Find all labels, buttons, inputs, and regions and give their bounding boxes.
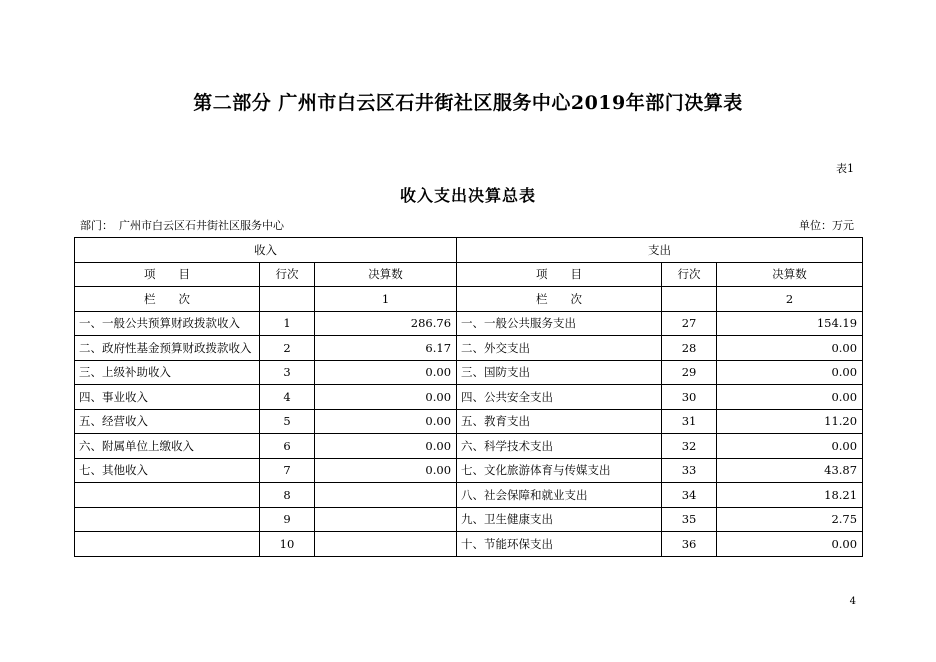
- table-row: [75, 483, 863, 508]
- income-item: [75, 507, 260, 532]
- income-amount: 6.17: [315, 336, 457, 361]
- page-title: 第二部分 广州市白云区石井街社区服务中心2019年部门决算表: [193, 92, 743, 114]
- table-row: [75, 336, 863, 361]
- income-amount: 0.00: [315, 434, 457, 459]
- expense-line: 36: [662, 532, 717, 557]
- expense-line: 28: [662, 336, 717, 361]
- income-amount-header: 决算数: [315, 262, 457, 287]
- expense-amount: 0.00: [717, 385, 863, 410]
- header-row-sections: [75, 238, 863, 263]
- expense-amount: 2.75: [717, 507, 863, 532]
- income-line: 1: [260, 311, 315, 336]
- table-row: [75, 532, 863, 557]
- table-row: [75, 507, 863, 532]
- expense-item: 二、外交支出: [457, 336, 662, 361]
- column-index-row: [75, 287, 863, 312]
- expense-amount: 11.20: [717, 409, 863, 434]
- income-amount: [315, 532, 457, 557]
- expense-amount: 0.00: [717, 336, 863, 361]
- page-number: 4: [849, 596, 856, 607]
- income-column-line: [260, 287, 315, 312]
- expense-column-line: [662, 287, 717, 312]
- table-row: [75, 385, 863, 410]
- table-row: [75, 360, 863, 385]
- expense-header: 支出: [457, 238, 863, 263]
- income-header: 收入: [75, 238, 457, 263]
- expense-amount-header: 决算数: [717, 262, 863, 287]
- expense-amount: 18.21: [717, 483, 863, 508]
- income-amount: 0.00: [315, 360, 457, 385]
- expense-column-label: 栏 次: [457, 287, 662, 312]
- unit-label: 单位：万元: [799, 219, 854, 232]
- income-item: [75, 483, 260, 508]
- expense-amount: 0.00: [717, 360, 863, 385]
- income-line: 3: [260, 360, 315, 385]
- expense-line: 27: [662, 311, 717, 336]
- department-label: 部门：: [80, 219, 113, 232]
- income-item: 五、经营收入: [75, 409, 260, 434]
- department-line: [80, 217, 284, 233]
- expense-amount: 43.87: [717, 458, 863, 483]
- expense-line-header: 行次: [662, 262, 717, 287]
- income-amount: 0.00: [315, 409, 457, 434]
- income-item: 二、政府性基金预算财政拨款收入: [75, 336, 260, 361]
- table-number: 表1: [836, 162, 854, 175]
- income-amount: [315, 507, 457, 532]
- income-item-header: 项 目: [75, 262, 260, 287]
- income-item: 六、附属单位上缴收入: [75, 434, 260, 459]
- expense-item-header: 项 目: [457, 262, 662, 287]
- income-line: 7: [260, 458, 315, 483]
- expense-line: 29: [662, 360, 717, 385]
- expense-line: 30: [662, 385, 717, 410]
- income-line: 5: [260, 409, 315, 434]
- income-column-label: 栏 次: [75, 287, 260, 312]
- department-name: 广州市白云区石井街社区服务中心: [119, 219, 284, 232]
- income-line: 6: [260, 434, 315, 459]
- expense-amount: 0.00: [717, 434, 863, 459]
- income-item: [75, 532, 260, 557]
- expense-amount: 154.19: [717, 311, 863, 336]
- expense-amount: 0.00: [717, 532, 863, 557]
- income-item: 一、一般公共预算财政拨款收入: [75, 311, 260, 336]
- expense-line: 33: [662, 458, 717, 483]
- income-line: 10: [260, 532, 315, 557]
- expense-item: 三、国防支出: [457, 360, 662, 385]
- income-line: 2: [260, 336, 315, 361]
- expense-item: 四、公共安全支出: [457, 385, 662, 410]
- income-line: 9: [260, 507, 315, 532]
- expense-line: 32: [662, 434, 717, 459]
- income-expense-table: [74, 237, 863, 557]
- income-amount: 286.76: [315, 311, 457, 336]
- income-line-header: 行次: [260, 262, 315, 287]
- income-item: 四、事业收入: [75, 385, 260, 410]
- expense-column-index: 2: [717, 287, 863, 312]
- income-line: 8: [260, 483, 315, 508]
- header-row-columns: [75, 262, 863, 287]
- expense-line: 31: [662, 409, 717, 434]
- income-column-index: 1: [315, 287, 457, 312]
- table-row: [75, 409, 863, 434]
- income-amount: [315, 483, 457, 508]
- expense-line: 34: [662, 483, 717, 508]
- income-item: 三、上级补助收入: [75, 360, 260, 385]
- income-item: 七、其他收入: [75, 458, 260, 483]
- expense-line: 35: [662, 507, 717, 532]
- table-row: [75, 434, 863, 459]
- table-row: [75, 458, 863, 483]
- expense-item: 六、科学技术支出: [457, 434, 662, 459]
- expense-item: 五、教育支出: [457, 409, 662, 434]
- income-amount: 0.00: [315, 458, 457, 483]
- income-line: 4: [260, 385, 315, 410]
- expense-item: 八、社会保障和就业支出: [457, 483, 662, 508]
- income-amount: 0.00: [315, 385, 457, 410]
- table-row: [75, 311, 863, 336]
- expense-item: 九、卫生健康支出: [457, 507, 662, 532]
- expense-item: 十、节能环保支出: [457, 532, 662, 557]
- expense-item: 七、文化旅游体育与传媒支出: [457, 458, 662, 483]
- table-title: 收入支出决算总表: [399, 186, 536, 205]
- expense-item: 一、一般公共服务支出: [457, 311, 662, 336]
